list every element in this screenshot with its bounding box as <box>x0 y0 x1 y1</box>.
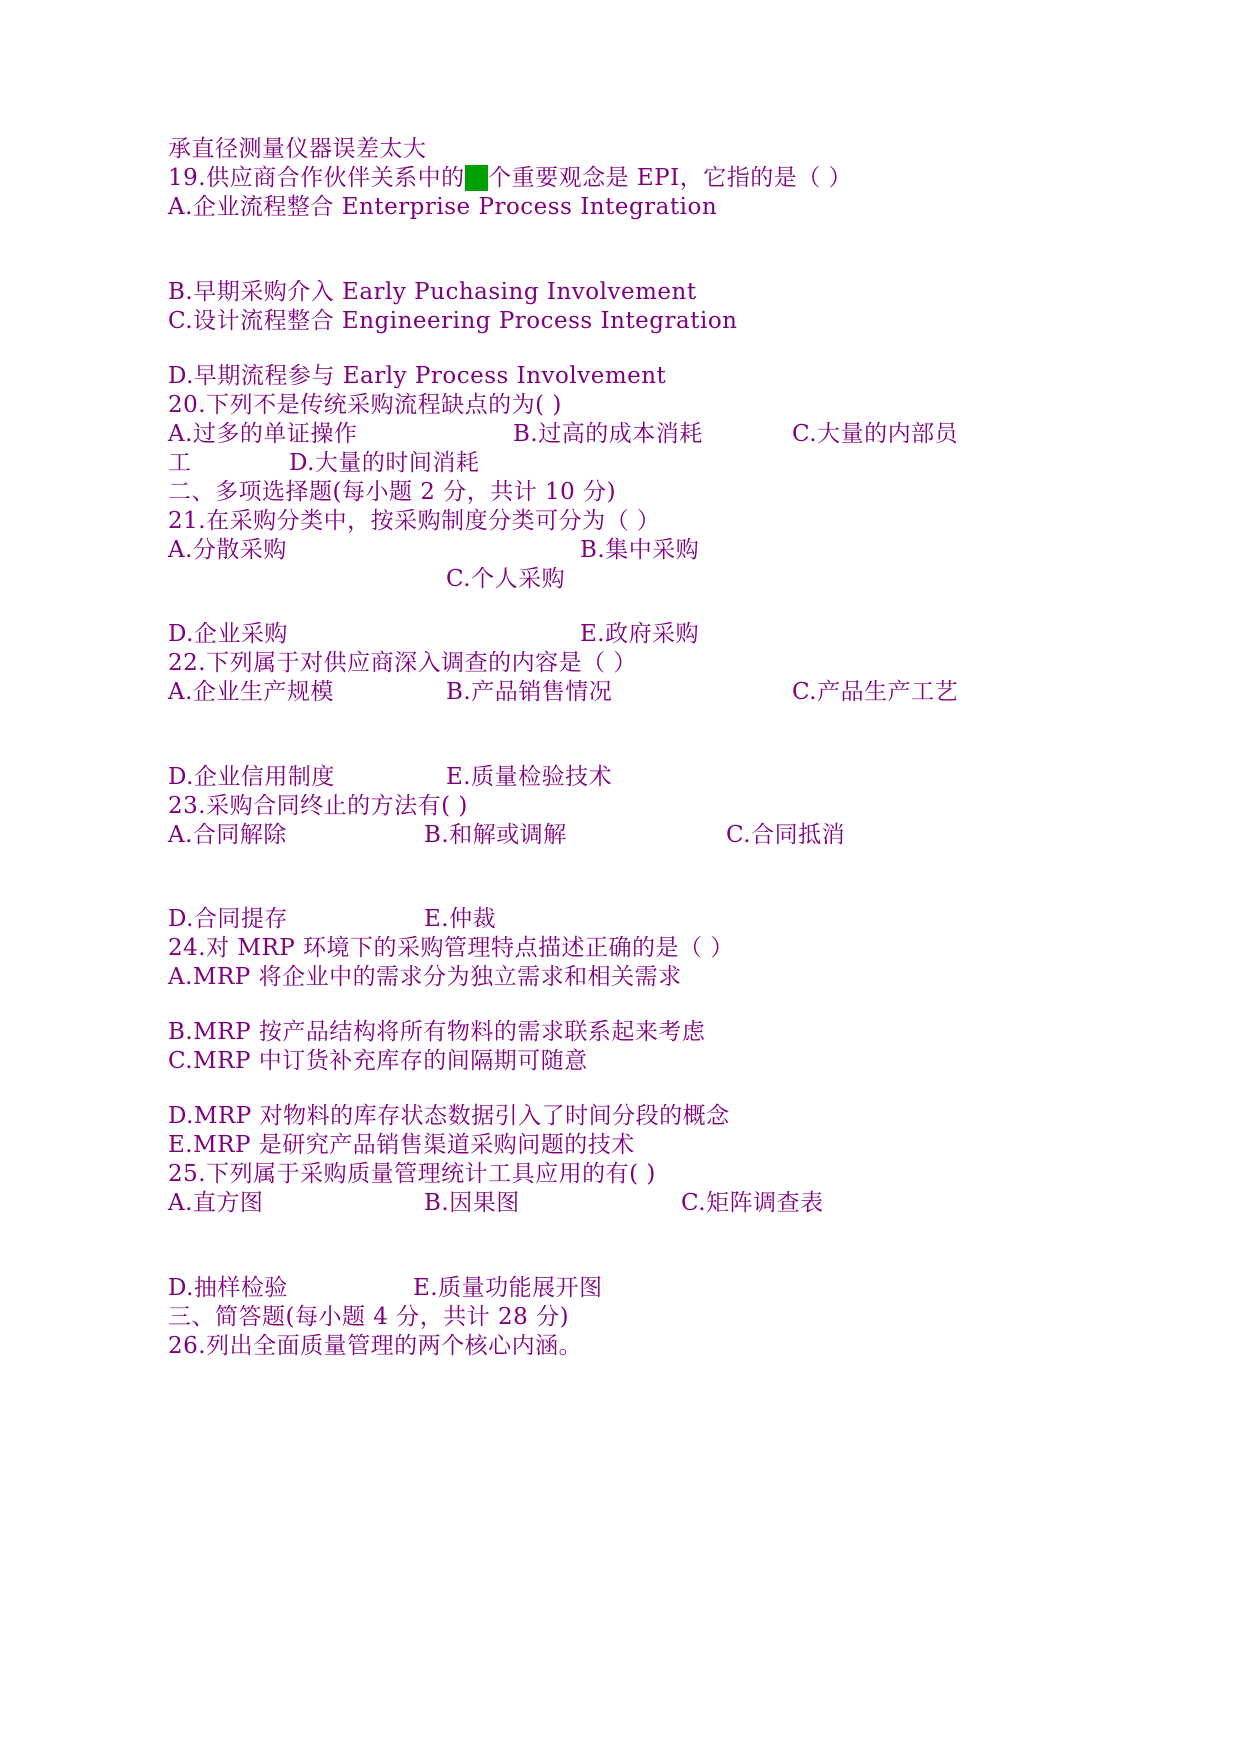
question-21-option-c: C.个人采购 <box>446 566 566 592</box>
question-25-option-b: B.因果图 <box>424 1190 520 1216</box>
question-24: 24.对 MRP 环境下的采购管理特点描述正确的是（ ） <box>168 935 734 961</box>
question-25-option-d: D.抽样检验 <box>168 1275 288 1301</box>
question-21-option-d: D.企业采购 <box>168 621 288 647</box>
question-25: 25.下列属于采购质量管理统计工具应用的有( ) <box>168 1161 656 1187</box>
question-26: 26.列出全面质量管理的两个核心内涵。 <box>168 1333 583 1359</box>
question-20-option-c-wrap: 工 <box>168 450 192 476</box>
question-22-option-c: C.产品生产工艺 <box>792 679 959 705</box>
question-22-option-e: E.质量检验技术 <box>446 764 613 790</box>
question-20-option-b: B.过高的成本消耗 <box>513 421 703 447</box>
highlighted-character: 一 <box>464 165 489 191</box>
question-24-option-a: A.MRP 将企业中的需求分为独立需求和相关需求 <box>168 964 682 990</box>
question-25-option-c: C.矩阵调查表 <box>681 1190 824 1216</box>
question-23-option-d: D.合同提存 <box>168 906 288 932</box>
question-24-option-c: C.MRP 中订货补充库存的间隔期可随意 <box>168 1048 588 1074</box>
section-3-heading: 三、简答题(每小题 4 分，共计 28 分) <box>168 1304 570 1330</box>
continued-text-line: 承直径测量仪器误差太大 <box>168 136 427 162</box>
question-20-option-c: C.大量的内部员 <box>792 421 959 447</box>
question-20: 20.下列不是传统采购流程缺点的为( ) <box>168 392 562 418</box>
section-2-heading: 二、多项选择题(每小题 2 分，共计 10 分) <box>168 479 617 505</box>
question-24-option-d: D.MRP 对物料的库存状态数据引入了时间分段的概念 <box>168 1103 730 1129</box>
question-23-option-e: E.仲裁 <box>424 906 497 932</box>
question-22-option-d: D.企业信用制度 <box>168 764 335 790</box>
question-22: 22.下列属于对供应商深入调查的内容是（ ） <box>168 650 637 676</box>
question-19-text-end: 个重要观念是 EPI，它指的是（ ） <box>488 165 853 191</box>
question-21-option-e: E.政府采购 <box>580 621 700 647</box>
question-22-option-b: B.产品销售情况 <box>446 679 613 705</box>
question-20-option-d: D.大量的时间消耗 <box>289 450 480 476</box>
question-21-option-b: B.集中采购 <box>580 537 700 563</box>
question-20-option-a: A.过多的单证操作 <box>168 421 358 447</box>
question-23: 23.采购合同终止的方法有( ) <box>168 793 468 819</box>
question-21: 21.在采购分类中，按采购制度分类可分为（ ） <box>168 508 661 534</box>
question-23-option-c: C.合同抵消 <box>726 822 846 848</box>
question-24-option-e: E.MRP 是研究产品销售渠道采购问题的技术 <box>168 1132 635 1158</box>
question-19 <box>168 163 852 193</box>
question-19-option-c: C.设计流程整合 Engineering Process Integration <box>168 308 738 334</box>
question-21-option-a: A.分散采购 <box>168 537 287 563</box>
question-22-option-a: A.企业生产规模 <box>168 679 334 705</box>
question-23-option-b: B.和解或调解 <box>424 822 567 848</box>
question-24-option-b: B.MRP 按产品结构将所有物料的需求联系起来考虑 <box>168 1019 706 1045</box>
question-25-option-e: E.质量功能展开图 <box>413 1275 603 1301</box>
question-19-option-a: A.企业流程整合 Enterprise Process Integration <box>168 194 718 220</box>
question-19-text-start: 19.供应商合作伙伴关系中的 <box>168 165 465 191</box>
question-25-option-a: A.直方图 <box>168 1190 264 1216</box>
question-19-option-b: B.早期采购介入 Early Puchasing Involvement <box>168 279 697 305</box>
question-23-option-a: A.合同解除 <box>168 822 287 848</box>
question-19-option-d: D.早期流程参与 Early Process Involvement <box>168 363 667 389</box>
